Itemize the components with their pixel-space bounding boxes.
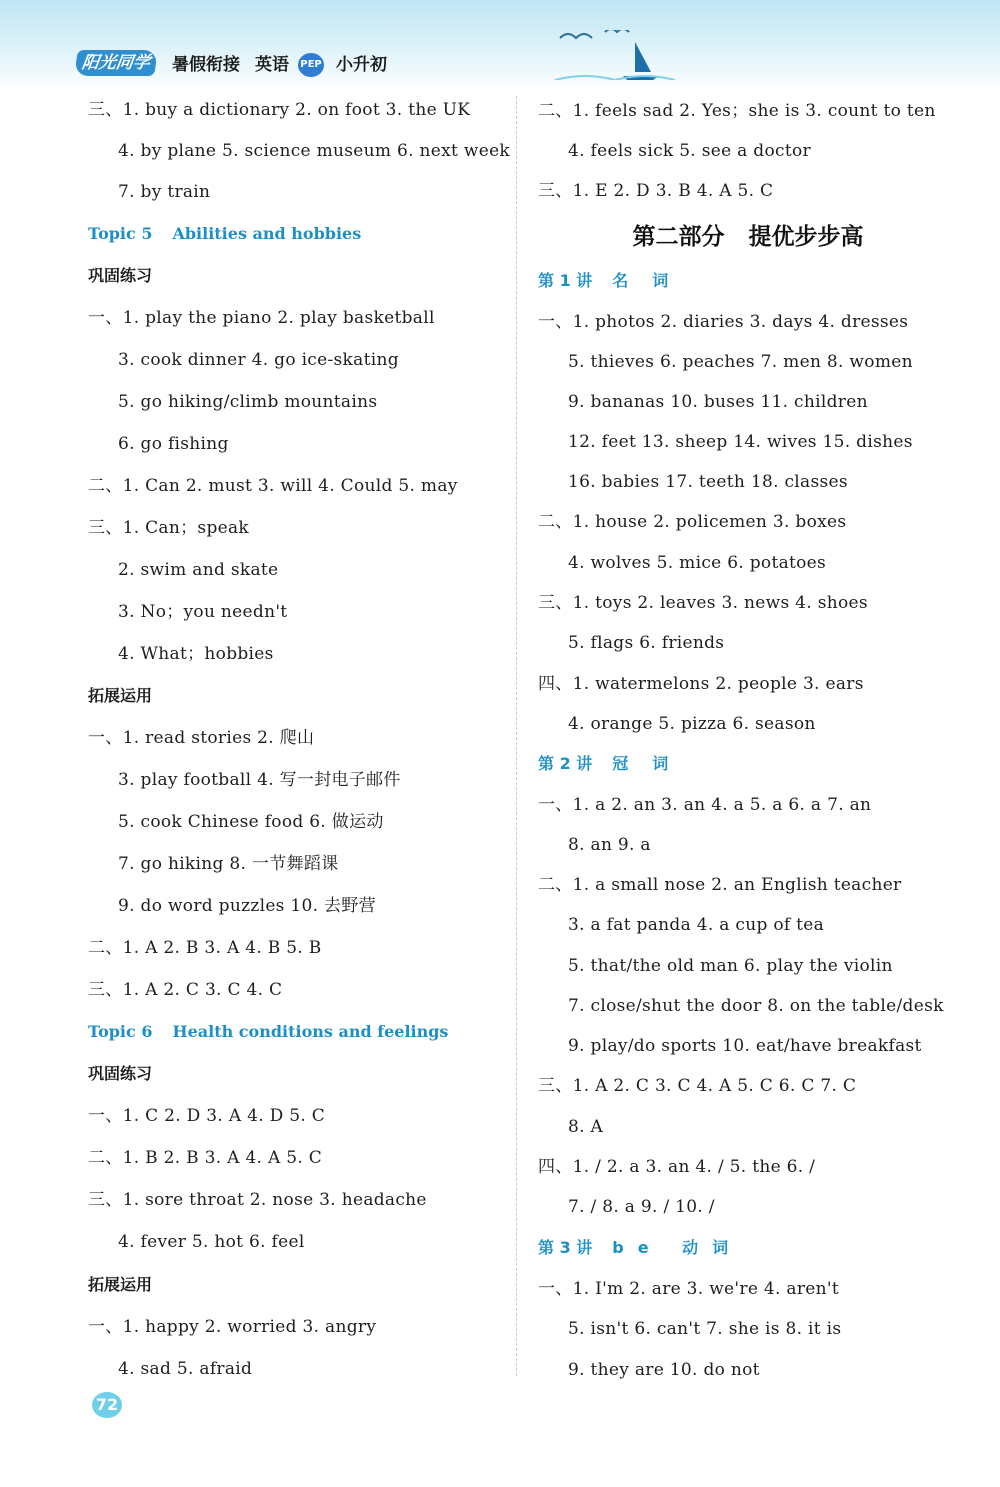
answer-line: 9. they are 10. do not (568, 1360, 760, 1380)
header-subtitle: 暑假衔接 (172, 55, 240, 75)
lecture-title: 冠词 (612, 754, 693, 773)
answer-line: 二、1. a small nose 2. an English teacher (538, 875, 902, 895)
answer-line: 9. bananas 10. buses 11. children (568, 392, 868, 412)
answer-line: 三、1. A 2. C 3. C 4. A 5. C 6. C 7. C (538, 1076, 857, 1096)
topic-title: Health conditions and feelings (172, 1022, 449, 1041)
answer-line: 三、1. A 2. C 3. C 4. C (88, 980, 283, 1000)
answer-line: 5. isn't 6. can't 7. she is 8. it is (568, 1319, 842, 1339)
answer-line: 三、1. buy a dictionary 2. on foot 3. the UK (88, 100, 471, 120)
answer-line: 7. close/shut the door 8. on the table/desk (568, 996, 944, 1016)
answer-line: 3. a fat panda 4. a cup of tea (568, 915, 825, 935)
answer-line: 4. feels sick 5. see a doctor (568, 141, 811, 161)
answer-line: 二、1. A 2. B 3. A 4. B 5. B (88, 938, 322, 958)
answer-line: 二、1. house 2. policemen 3. boxes (538, 512, 847, 532)
sailboat-icon (555, 30, 675, 80)
answer-line: 6. go fishing (118, 434, 229, 454)
answer-line: 4. sad 5. afraid (118, 1359, 253, 1379)
answer-line: 三、1. E 2. D 3. B 4. A 5. C (538, 181, 774, 201)
pep-badge: PEP (298, 53, 324, 77)
lecture-title: be 动词 (612, 1238, 743, 1257)
answer-line: 三、1. sore throat 2. nose 3. headache (88, 1190, 427, 1210)
answer-line: 一、1. C 2. D 3. A 4. D 5. C (88, 1106, 326, 1126)
header-subject: 英语 (255, 55, 289, 75)
answer-line: 一、1. play the piano 2. play basketball (88, 308, 435, 328)
answer-line: 7. by train (118, 182, 211, 202)
lecture-2-heading (538, 753, 692, 775)
answer-line: 5. go hiking/climb mountains (118, 392, 378, 412)
brand-logo: 阳光同学 (74, 50, 158, 76)
answer-line: 三、1. Can；speak (88, 518, 250, 538)
topic-5-heading (88, 223, 381, 245)
answer-line: 4. wolves 5. mice 6. potatoes (568, 553, 827, 573)
answer-line: 5. thieves 6. peaches 7. men 8. women (568, 352, 913, 372)
part-title (538, 222, 958, 252)
topic-number: Topic 5 (88, 224, 153, 243)
answer-line: 3. play football 4. 写一封电子邮件 (118, 770, 401, 790)
answer-line: 四、1. watermelons 2. people 3. ears (538, 674, 864, 694)
answer-line: 5. that/the old man 6. play the violin (568, 956, 893, 976)
answer-line: 三、1. toys 2. leaves 3. news 4. shoes (538, 593, 868, 613)
answer-line: 7. / 8. a 9. / 10. / (568, 1197, 715, 1217)
answer-line: 一、1. happy 2. worried 3. angry (88, 1317, 377, 1337)
answer-line: 4. What；hobbies (118, 644, 274, 664)
section-heading: 巩固练习 (88, 1064, 153, 1083)
answer-line: 7. go hiking 8. 一节舞蹈课 (118, 854, 339, 874)
topic-6-heading (88, 1021, 468, 1043)
answer-line: 3. cook dinner 4. go ice-skating (118, 350, 399, 370)
answer-line: 9. do word puzzles 10. 去野营 (118, 896, 376, 916)
answer-line: 3. No；you needn't (118, 602, 288, 622)
lecture-3-heading (538, 1237, 742, 1259)
answer-line: 12. feet 13. sheep 14. wives 15. dishes (568, 432, 913, 452)
answer-line: 一、1. a 2. an 3. an 4. a 5. a 6. a 7. an (538, 795, 872, 815)
answer-line: 8. an 9. a (568, 835, 651, 855)
answer-line: 一、1. I'm 2. are 3. we're 4. aren't (538, 1279, 839, 1299)
section-heading: 巩固练习 (88, 266, 153, 285)
answer-line: 8. A (568, 1117, 604, 1137)
lecture-1-heading (538, 270, 692, 292)
answer-line: 5. cook Chinese food 6. 做运动 (118, 812, 384, 832)
part-name: 提优步步高 (748, 224, 864, 250)
section-heading: 拓展运用 (88, 686, 153, 705)
section-heading: 拓展运用 (88, 1275, 153, 1294)
topic-title: Abilities and hobbies (172, 224, 362, 243)
answer-line: 4. fever 5. hot 6. feel (118, 1232, 305, 1252)
column-divider (516, 96, 517, 1376)
header-grade: 小升初 (336, 55, 387, 75)
header-banner (0, 0, 1000, 92)
answer-line: 一、1. photos 2. diaries 3. days 4. dresses (538, 312, 909, 332)
part-number: 第二部分 (632, 224, 725, 250)
answer-line: 16. babies 17. teeth 18. classes (568, 472, 848, 492)
page-number: 72 (92, 1392, 122, 1418)
answer-line: 一、1. read stories 2. 爬山 (88, 728, 315, 748)
topic-number: Topic 6 (88, 1022, 153, 1041)
answer-line: 4. orange 5. pizza 6. season (568, 714, 816, 734)
answer-line: 5. flags 6. friends (568, 633, 725, 653)
answer-line: 二、1. B 2. B 3. A 4. A 5. C (88, 1148, 323, 1168)
answer-line: 4. by plane 5. science museum 6. next week (118, 141, 511, 161)
lecture-number: 第 2 讲 (538, 754, 593, 773)
answer-line: 四、1. / 2. a 3. an 4. / 5. the 6. / (538, 1157, 816, 1177)
answer-line: 2. swim and skate (118, 560, 279, 580)
lecture-number: 第 1 讲 (538, 271, 593, 290)
answer-line: 二、1. Can 2. must 3. will 4. Could 5. may (88, 476, 458, 496)
answer-line: 二、1. feels sad 2. Yes；she is 3. count to ten (538, 101, 936, 121)
answer-line: 9. play/do sports 10. eat/have breakfast (568, 1036, 922, 1056)
lecture-title: 名词 (612, 271, 693, 290)
lecture-number: 第 3 讲 (538, 1238, 593, 1257)
